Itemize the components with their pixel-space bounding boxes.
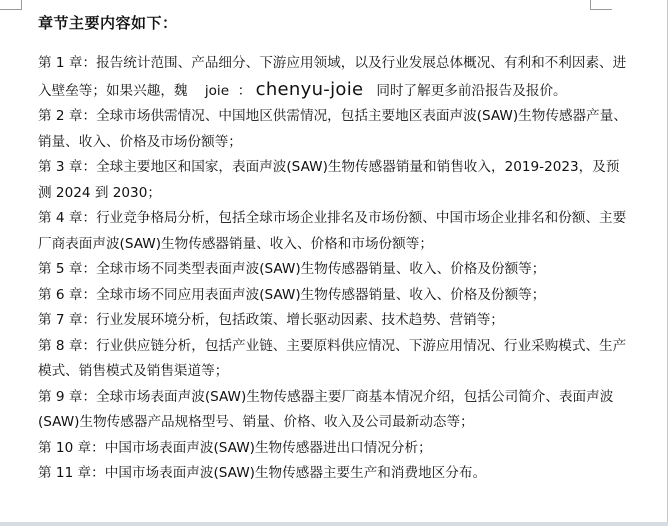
page-corner-mark-left xyxy=(0,0,22,10)
chapter-2: 第 2 章：全球市场供需情况、中国地区供需情况，包括主要地区表面声波(SAW)生物传感器产量、销量、收入、价格及市场份额等； xyxy=(38,108,627,150)
chapter-5: 第 5 章：全球市场不同类型表面声波(SAW)生物传感器销量、收入、价格及份额等； xyxy=(38,261,546,277)
chapter-6: 第 6 章：全球市场不同应用表面声波(SAW)生物传感器销量、收入、价格及份额等； xyxy=(38,286,546,303)
contact-name: joie xyxy=(204,82,230,99)
page-corner-mark-right xyxy=(590,0,612,10)
chapter-1-text: 第 1 章：报告统计范围、产品细分、下游应用领域，以及行业发展总体概况、有利和不利因素、进入壁垒等；如果兴趣，魏 xyxy=(38,55,627,99)
chapter-4: 第 4 章：行业竞争格局分析，包括全球市场企业排名及市场份额、中国市场企业排名和份额、主要厂商表面声波(SAW)生物传感器销量、收入、价格和市场份额等； xyxy=(38,210,627,252)
section-heading: 章节主要内容如下： xyxy=(38,14,178,32)
chapter-1 xyxy=(38,51,628,104)
chapter-9: 第 9 章：全球市场表面声波(SAW)生物传感器主要厂商基本情况介绍，包括公司简介、表面声波(SAW)生物传感器产品规格型号、销量、价格、收入及公司最新动态等； xyxy=(38,388,614,430)
chapter-8: 第 8 章：行业供应链分析，包括产业链、主要原料供应情况、下游应用情况、行业采购模式、生产模式、销售模式及销售渠道等； xyxy=(38,337,627,379)
chapter-7: 第 7 章：行业发展环境分析，包括政策、增长驱动因素、技术趋势、营销等； xyxy=(38,312,504,328)
chapter-1-tail: 同时了解更多前沿报告及报价。 xyxy=(376,82,567,99)
document-page xyxy=(38,12,628,487)
bottom-scroll-area xyxy=(0,522,668,526)
chapter-3: 第 3 章：全球主要地区和国家，表面声波(SAW)生物传感器销量和销售收入，2019-2023，及预测 2024 到 2030； xyxy=(38,159,620,201)
chapter-10: 第 10 章：中国市场表面声波(SAW)生物传感器进出口情况分析； xyxy=(38,439,432,456)
contact-colon: ： xyxy=(237,82,252,99)
contact-id: chenyu-joie xyxy=(255,78,364,100)
chapter-11: 第 11 章：中国市场表面声波(SAW)生物传感器主要生产和消费地区分布。 xyxy=(38,465,487,481)
